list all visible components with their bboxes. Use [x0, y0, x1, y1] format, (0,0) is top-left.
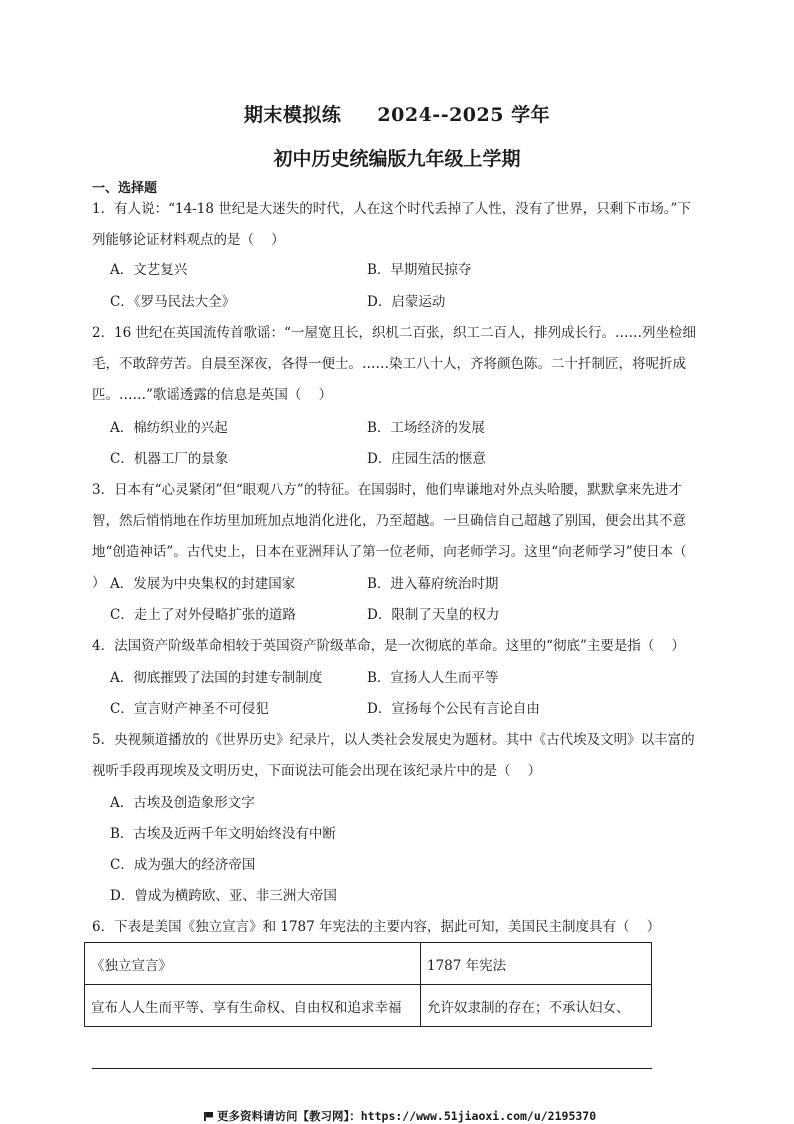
- q2-option-b: B．工场经济的发展: [367, 420, 485, 436]
- q3-option-d: D．限制了天皇的权力: [367, 607, 500, 623]
- table-cell: 允许奴隶制的存在；不承认妇女、: [421, 985, 652, 1027]
- footer-link[interactable]: [204, 1108, 596, 1124]
- q1-option-b: B．早期殖民掠夺: [367, 262, 472, 278]
- q5-option-b: B．古埃及近两千年文明始终没有中断: [110, 826, 336, 842]
- q4-option-a: A．彻底摧毁了法国的封建专制制度: [110, 670, 323, 686]
- document-subtitle: 初中历史统编版九年级上学期: [273, 148, 521, 170]
- comparison-table: [84, 942, 652, 1027]
- flag-icon: [204, 1112, 213, 1121]
- q1-option-c: C．《罗马民法大全》: [110, 294, 236, 310]
- q2-option-d: D．庄园生活的惬意: [367, 451, 486, 467]
- document-title: [0, 100, 794, 127]
- q1-option-d: D．启蒙运动: [367, 294, 446, 310]
- q4-option-c: C．宣言财产神圣不可侵犯: [110, 701, 269, 717]
- question-4: 4．法国资产阶级革命相较于英国资产阶级革命，是一次彻底的革命。这里的“彻底”主要是指（ ）: [92, 638, 686, 654]
- title-year: 2024--2025 学年: [377, 104, 551, 126]
- title-main: 期末模拟练: [243, 104, 342, 126]
- q2-option-a: A．棉纺织业的兴起: [110, 420, 228, 436]
- q5-option-c: C．成为强大的经济帝国: [110, 857, 256, 873]
- q3-option-a: A．发展为中央集权的封建国家: [110, 576, 296, 592]
- q5-option-a: A．古埃及创造象形文字: [110, 795, 255, 811]
- question-6: 6．下表是美国《独立宣言》和 1787 年宪法的主要内容，据此可知，美国民主制度具有（ ）: [92, 919, 661, 935]
- footer-divider: [92, 1068, 652, 1069]
- section-heading: 一、选择题: [92, 181, 158, 196]
- q3-option-b: B．进入幕府统治时期: [367, 576, 499, 592]
- question-1: 1．有人说：“14-18 世纪是大迷失的时代，人在这个时代丢掉了人性，没有了世界，只剩下市场。”下列能够论证材料观点的是（ ）: [92, 201, 691, 248]
- table-row: [85, 985, 652, 1027]
- table-header-cell: 《独立宣言》: [85, 943, 421, 985]
- question-5: 5．央视频道播放的《世界历史》纪录片，以人类社会发展史为题材。其中《古代埃及文明》以丰富的视听手段再现埃及文明历史，下面说法可能会出现在该纪录片中的是（ ）: [92, 732, 695, 779]
- question-3: 3．日本有“心灵紧闭”但“眼观八方”的特征。在国弱时，他们卑谦地对外点头哈腰，默默拿来先进才智，然后悄悄地在作坊里加班加点地消化进化，乃至超越。一旦确信自己超越了别国，便会出其不意地“创造神话”。古代史上，日本在亚洲拜认了第一位老师，向老师学习。这里“向老师学习”使日本（ ）: [92, 482, 704, 591]
- q1-option-a: A．文艺复兴: [110, 262, 188, 278]
- q4-option-d: D．宣扬每个公民有言论自由: [367, 701, 540, 717]
- q2-option-c: C．机器工厂的景象: [110, 451, 229, 467]
- q4-option-b: B．宣扬人人生而平等: [367, 670, 499, 686]
- question-2: 2．16 世纪在英国流传首歌谣：“一屋宽且长，织机二百张，织工二百人，排列成长行。……列坐检细毛，不敢辞劳苦。自晨至深夜，各得一便士。……染工八十人，齐将颜色陈。二十扦制匠，将呢折成匹。……”歌谣透露的信息是英国（ ）: [92, 325, 696, 403]
- table-header-row: [85, 943, 652, 985]
- q5-option-d: D．曾成为横跨欧、亚、非三洲大帝国: [110, 888, 337, 904]
- table-header-cell: 1787 年宪法: [421, 943, 652, 985]
- q3-option-c: C．走上了对外侵略扩张的道路: [110, 607, 296, 623]
- footer-text: 更多资料请访问【教习网】：https://www.51jiaoxi.com/u/2195370: [217, 1109, 597, 1123]
- table-cell: 宣布人人生而平等、享有生命权、自由权和追求幸福: [85, 985, 421, 1027]
